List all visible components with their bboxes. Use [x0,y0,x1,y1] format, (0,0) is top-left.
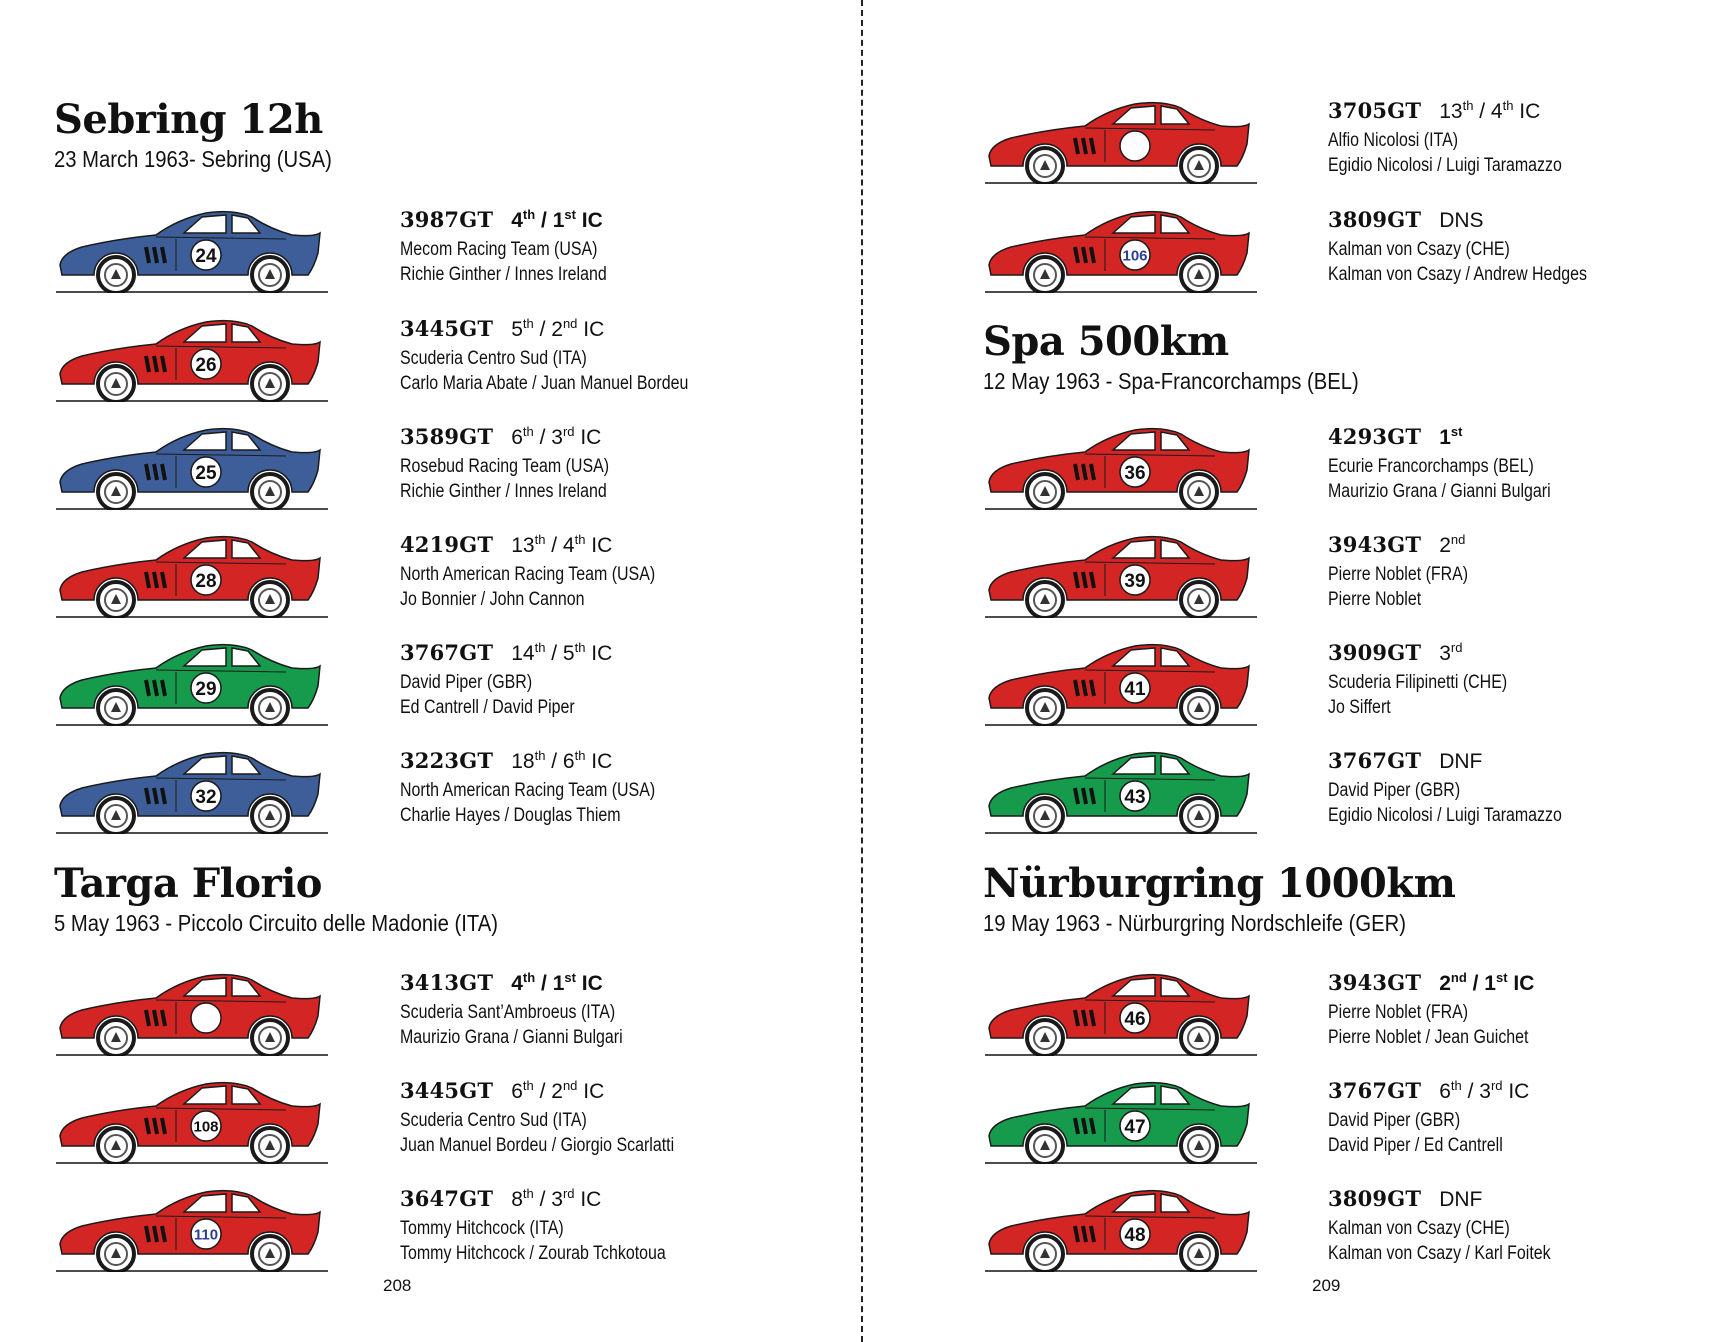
entry-details [400,748,830,828]
race-result: 13th / 4th IC [1439,98,1541,123]
race-result: 2nd [1439,532,1466,557]
ordinal-suffix: th [1450,1078,1462,1093]
rear-wheel [252,798,288,834]
chassis-number: 3809GT [1328,207,1422,232]
front-wheel [1027,582,1063,618]
chassis-number: 3943GT [1328,970,1422,995]
ordinal-suffix: rd [562,424,575,439]
car-illustration [56,530,328,618]
chassis-number: 3445GT [400,316,494,341]
entry-header [1328,532,1714,562]
team-name: Scuderia Centro Sud (ITA) [400,348,587,369]
driver-names: David Piper / Ed Cantrell [1328,1135,1503,1156]
entry-header [400,1186,830,1216]
entry-details [1328,98,1714,178]
rear-wheel [1181,798,1217,834]
front-wheel [98,1236,134,1272]
race-result: DNS [1439,209,1484,232]
front-wheel [1027,690,1063,726]
race-number: 106 [1122,247,1148,265]
chassis-number: 3767GT [1328,748,1422,773]
race-result: 1st [1439,424,1463,449]
rear-wheel [1181,690,1217,726]
driver-names: Egidio Nicolosi / Luigi Taramazzo [1328,805,1562,826]
chassis-number: 4219GT [400,532,494,557]
entry-details [400,316,830,396]
driver-names: Maurizio Grana / Gianni Bulgari [400,1027,623,1048]
driver-names: Ed Cantrell / David Piper [400,697,575,718]
front-wheel [1027,1020,1063,1056]
ordinal-suffix: st [564,970,576,985]
front-wheel [98,366,134,402]
page-number: 209 [1312,1276,1341,1295]
team-name: Alfio Nicolosi (ITA) [1328,130,1459,151]
team-name: David Piper (GBR) [400,672,533,693]
car-illustration [985,638,1257,726]
race-date-venue: 23 March 1963- Sebring (USA) [54,146,332,172]
race-date-venue: 12 May 1963 - Spa-Francorchamps (BEL) [983,368,1359,394]
chassis-number: 3987GT [400,207,494,232]
chassis-number: 3413GT [400,970,494,995]
ordinal-suffix: nd [1450,970,1467,985]
race-result: 13th / 4th IC [511,532,613,557]
team-name: Kalman von Csazy (CHE) [1328,239,1510,260]
driver-names: Tommy Hitchcock / Zourab Tchkotoua [400,1243,666,1264]
car-illustration [56,746,328,834]
entry-header [400,748,830,778]
driver-names: Carlo Maria Abate / Juan Manuel Bordeu [400,373,689,394]
rear-wheel [252,1128,288,1164]
team-name: Scuderia Filipinetti (CHE) [1328,672,1508,693]
team-name: Pierre Noblet (FRA) [1328,564,1469,585]
race-number: 26 [195,354,217,376]
car-illustration [985,968,1257,1056]
ordinal-suffix: rd [1490,1078,1503,1093]
driver-names: Egidio Nicolosi / Luigi Taramazzo [1328,155,1562,176]
entry-header [1328,424,1714,454]
ordinal-suffix: th [522,1186,534,1201]
entry-header [400,316,830,346]
ordinal-suffix: th [574,640,586,655]
entry-header [1328,1186,1714,1216]
chassis-number: 3445GT [400,1078,494,1103]
entry-header [1328,970,1714,1000]
ordinal-suffix: th [1462,98,1474,113]
entry-details [400,532,830,612]
team-name: David Piper (GBR) [1328,1110,1461,1131]
front-wheel [98,257,134,293]
race-number: 46 [1124,1008,1146,1030]
entry-header [400,532,830,562]
race-result: 2nd / 1st IC [1439,970,1535,995]
chassis-number: 3943GT [1328,532,1422,557]
race-result: 3rd [1439,640,1463,665]
ordinal-suffix: th [534,640,546,655]
race-number: 28 [195,570,217,592]
rear-wheel [252,690,288,726]
car-illustration [56,314,328,402]
chassis-number: 3705GT [1328,98,1422,123]
ordinal-suffix: nd [562,316,578,331]
rear-wheel [1181,1128,1217,1164]
rear-wheel [1181,582,1217,618]
ordinal-suffix: st [1495,970,1508,985]
ordinal-suffix: nd [562,1078,578,1093]
race-number: 108 [193,1118,219,1136]
race-title: Sebring 12h [54,96,323,143]
ordinal-suffix: th [522,424,534,439]
ordinal-suffix: th [534,748,546,763]
car-illustration [56,1184,328,1272]
driver-names: Juan Manuel Bordeu / Giorgio Scarlatti [400,1135,675,1156]
race-result: 5th / 2nd IC [511,316,605,341]
entry-details [1328,1186,1714,1266]
chassis-number: 3809GT [1328,1186,1422,1211]
entry-header [400,207,830,237]
team-name: Scuderia Sant’Ambroeus (ITA) [400,1002,616,1023]
driver-names: Richie Ginther / Innes Ireland [400,264,607,285]
driver-names: Pierre Noblet [1328,589,1422,610]
ordinal-suffix: rd [1450,640,1463,655]
front-wheel [1027,257,1063,293]
ordinal-suffix: th [574,532,586,547]
race-number: 41 [1124,678,1146,700]
car-illustration [985,422,1257,510]
front-wheel [98,1128,134,1164]
race-number: 48 [1124,1224,1146,1246]
entry-header [1328,207,1714,237]
race-number: 36 [1124,462,1146,484]
car-illustration [985,530,1257,618]
front-wheel [98,1020,134,1056]
race-number: 32 [195,786,217,808]
entry-details [400,207,830,287]
entry-header [1328,98,1714,128]
ordinal-suffix: st [1450,424,1463,439]
driver-names: Richie Ginther / Innes Ireland [400,481,607,502]
team-name: Rosebud Racing Team (USA) [400,456,610,477]
chassis-number: 3223GT [400,748,494,773]
ordinal-suffix: th [522,316,534,331]
race-result: 6th / 2nd IC [511,1078,605,1103]
rear-wheel [252,474,288,510]
entry-details [1328,207,1714,287]
car-illustration [56,422,328,510]
driver-names: Kalman von Csazy / Karl Foitek [1328,1243,1551,1264]
ordinal-suffix: nd [1450,532,1466,547]
entry-details [1328,640,1714,720]
right-page [857,0,1714,1342]
ordinal-suffix: th [522,1078,534,1093]
rear-wheel [252,1020,288,1056]
entry-header [400,424,830,454]
chassis-number: 3647GT [400,1186,494,1211]
race-number: 104 [193,1010,219,1028]
car-illustration [985,746,1257,834]
race-result: 6th / 3rd IC [511,424,602,449]
race-date-venue: 19 May 1963 - Nürburgring Nordschleife (GER) [983,910,1406,936]
race-title: Nürburgring 1000km [983,860,1456,907]
entry-details [400,970,830,1050]
entry-details [400,1186,830,1266]
ordinal-suffix: th [522,207,536,222]
driver-names: Jo Siffert [1328,697,1391,718]
rear-wheel [1181,148,1217,184]
race-number: 43 [1124,786,1146,808]
car-illustration [56,205,328,293]
race-result: 4th / 1st IC [511,207,603,232]
race-title: Targa Florio [54,860,322,907]
car-illustration [985,1184,1257,1272]
race-number: 29 [195,678,217,700]
ordinal-suffix: th [574,748,586,763]
ordinal-suffix: th [534,532,546,547]
front-wheel [1027,148,1063,184]
race-result: 8th / 3rd IC [511,1186,602,1211]
front-wheel [1027,798,1063,834]
entry-details [1328,748,1714,828]
front-wheel [1027,1128,1063,1164]
driver-names: Charlie Hayes / Douglas Thiem [400,805,621,826]
ordinal-suffix: st [564,207,576,222]
rear-wheel [252,257,288,293]
team-name: Kalman von Csazy (CHE) [1328,1218,1510,1239]
race-number: 24 [195,245,217,267]
rear-wheel [1181,1236,1217,1272]
car-illustration [56,968,328,1056]
race-date-venue: 5 May 1963 - Piccolo Circuito delle Madonie (ITA) [54,910,498,936]
entry-details [400,640,830,720]
chassis-number: 4293GT [1328,424,1422,449]
race-number: 112 [1122,138,1148,156]
page-number: 208 [383,1276,412,1295]
ordinal-suffix: th [1502,98,1514,113]
front-wheel [98,582,134,618]
race-result: 14th / 5th IC [511,640,613,665]
rear-wheel [252,366,288,402]
entry-details [1328,424,1714,504]
entry-header [1328,1078,1714,1108]
race-result: 18th / 6th IC [511,748,613,773]
driver-names: Kalman von Csazy / Andrew Hedges [1328,264,1588,285]
entry-header [1328,640,1714,670]
chassis-number: 3767GT [400,640,494,665]
team-name: North American Racing Team (USA) [400,564,656,585]
car-illustration [985,1076,1257,1164]
entry-details [1328,532,1714,612]
team-name: Mecom Racing Team (USA) [400,239,598,260]
entry-header [1328,748,1714,778]
car-illustration [985,205,1257,293]
team-name: North American Racing Team (USA) [400,780,656,801]
entry-details [400,1078,830,1158]
race-result: 4th / 1st IC [511,970,603,995]
entry-header [400,1078,830,1108]
entry-details [1328,1078,1714,1158]
ordinal-suffix: th [522,970,536,985]
race-result: DNF [1439,1188,1483,1211]
race-result: DNF [1439,750,1483,773]
race-number: 110 [193,1226,219,1244]
driver-names: Pierre Noblet / Jean Guichet [1328,1027,1529,1048]
chassis-number: 3589GT [400,424,494,449]
front-wheel [98,798,134,834]
entry-details [1328,970,1714,1050]
front-wheel [98,474,134,510]
driver-names: Maurizio Grana / Gianni Bulgari [1328,481,1551,502]
race-number: 39 [1124,570,1146,592]
race-result: 6th / 3rd IC [1439,1078,1530,1103]
race-title: Spa 500km [983,318,1229,365]
car-illustration [985,96,1257,184]
rear-wheel [1181,257,1217,293]
rear-wheel [252,582,288,618]
front-wheel [1027,474,1063,510]
ordinal-suffix: rd [562,1186,575,1201]
rear-wheel [1181,474,1217,510]
front-wheel [1027,1236,1063,1272]
chassis-number: 3909GT [1328,640,1422,665]
entry-header [400,640,830,670]
team-name: David Piper (GBR) [1328,780,1461,801]
rear-wheel [1181,1020,1217,1056]
front-wheel [98,690,134,726]
team-name: Tommy Hitchcock (ITA) [400,1218,564,1239]
car-illustration [56,1076,328,1164]
entry-header [400,970,830,1000]
race-number: 25 [195,462,217,484]
race-number: 47 [1124,1116,1146,1138]
team-name: Ecurie Francorchamps (BEL) [1328,456,1534,477]
chassis-number: 3767GT [1328,1078,1422,1103]
team-name: Scuderia Centro Sud (ITA) [400,1110,587,1131]
car-illustration [56,638,328,726]
rear-wheel [252,1236,288,1272]
driver-names: Jo Bonnier / John Cannon [400,589,585,610]
team-name: Pierre Noblet (FRA) [1328,1002,1469,1023]
entry-details [400,424,830,504]
